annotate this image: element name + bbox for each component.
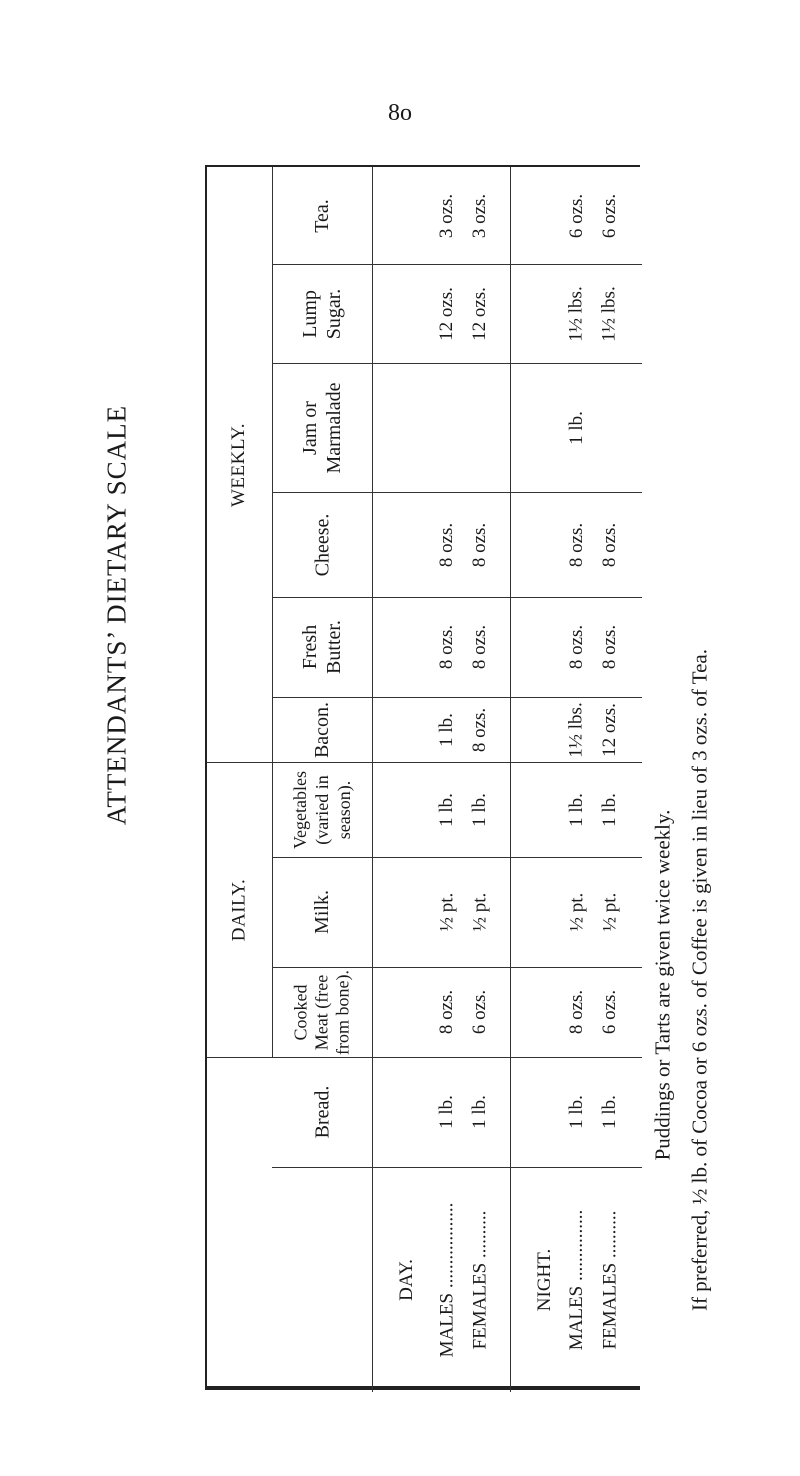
row-label-night-females: FEMALES .......... xyxy=(599,1210,621,1349)
day-males-cooked-meat: 8 ozs. xyxy=(436,989,458,1035)
night-males-milk: ½ pt. xyxy=(566,892,587,932)
night-females-milk: ½ pt. xyxy=(599,892,620,932)
night-males-bacon: 1½ lbs. xyxy=(566,701,587,758)
dietary-table xyxy=(205,165,640,1390)
day-females-bacon: 8 ozs. xyxy=(469,707,491,752)
night-females-cooked-meat: 6 ozs. xyxy=(599,989,621,1035)
day-females-cheese: 8 ozs. xyxy=(469,522,491,567)
night-females-cheese: 8 ozs. xyxy=(599,522,621,567)
day-females-bread: 1 lb. xyxy=(469,1095,490,1129)
night-males-vegetables: 1 lb. xyxy=(566,792,587,827)
divider-day-night xyxy=(510,167,511,1392)
header-bread-label: Bread. xyxy=(310,1085,333,1139)
header-lump-sugar-label: Lump Sugar. xyxy=(299,288,345,339)
day-males-vegetables: 1 lb. xyxy=(436,792,457,827)
header-lump-sugar xyxy=(272,264,372,363)
header-vegetables-label: Vegetables (varied in season). xyxy=(290,770,354,849)
header-milk-label: Milk. xyxy=(311,890,333,934)
day-females-cooked-meat: 6 ozs. xyxy=(469,989,491,1035)
night-females-vegetables: 1 lb. xyxy=(599,792,620,827)
header-tea xyxy=(272,167,372,264)
night-males-jam: 1 lb. xyxy=(566,410,587,445)
header-milk xyxy=(272,857,372,967)
row-label-night: NIGHT. xyxy=(534,1248,555,1311)
header-cooked-meat xyxy=(272,967,372,1057)
header-fresh-butter-label: Fresh Butter. xyxy=(299,620,345,674)
day-males-fresh-butter: 8 ozs. xyxy=(436,624,458,670)
row-label-night-males: MALES ............... xyxy=(566,1209,587,1350)
header-vegetables xyxy=(272,762,372,857)
night-females-fresh-butter: 8 ozs. xyxy=(599,624,621,670)
day-females-fresh-butter: 8 ozs. xyxy=(469,624,491,670)
row-label-day-males: MALES .................. xyxy=(436,1202,457,1357)
day-males-milk: ½ pt. xyxy=(436,892,457,932)
header-tea-label: Tea. xyxy=(310,198,333,233)
footnote-cocoa-coffee: If preferred, ½ lb. of Cocoa or 6 ozs. of Coffee is given in lieu of 3 ozs. of Tea. xyxy=(687,649,712,1311)
night-females-bacon: 12 ozs. xyxy=(599,702,621,757)
night-males-fresh-butter: 8 ozs. xyxy=(566,624,588,670)
divider-header xyxy=(372,167,373,1392)
header-jam-label: Jam or Marmalade xyxy=(299,381,345,474)
row-label-day-females: FEMALES .......... xyxy=(469,1210,491,1349)
group-weekly xyxy=(207,167,272,762)
day-males-cheese: 8 ozs. xyxy=(436,522,458,567)
day-males-tea: 3 ozs. xyxy=(436,193,458,238)
day-females-tea: 3 ozs. xyxy=(469,193,491,238)
night-males-cooked-meat: 8 ozs. xyxy=(566,989,588,1035)
day-males-bread: 1 lb. xyxy=(436,1095,457,1129)
day-females-milk: ½ pt. xyxy=(469,892,490,932)
night-females-lump-sugar: 1½ lbs. xyxy=(599,285,620,342)
night-males-tea: 6 ozs. xyxy=(566,193,588,238)
header-cooked-meat-label: Cooked Meat (free from bone). xyxy=(290,969,353,1055)
page-title: ATTENDANTS’ DIETARY SCALE xyxy=(101,404,132,826)
header-cheese-label: Cheese. xyxy=(310,513,333,576)
group-daily xyxy=(207,762,272,1057)
night-males-bread: 1 lb. xyxy=(566,1095,587,1129)
day-males-bacon: 1 lb. xyxy=(436,712,457,747)
day-males-lump-sugar: 12 ozs. xyxy=(436,286,458,341)
group-daily-label: DAILY. xyxy=(228,878,250,941)
day-females-vegetables: 1 lb. xyxy=(469,792,490,827)
night-females-tea: 6 ozs. xyxy=(599,193,621,238)
header-jam xyxy=(272,363,372,492)
night-females-bread: 1 lb. xyxy=(599,1095,620,1129)
footnote-puddings: Puddings or Tarts are given twice weekly. xyxy=(650,809,675,1161)
header-bacon-label: Bacon. xyxy=(311,701,333,758)
day-females-lump-sugar: 12 ozs. xyxy=(469,286,491,341)
night-males-lump-sugar: 1½ lbs. xyxy=(566,285,587,342)
header-fresh-butter xyxy=(272,597,372,697)
header-cheese xyxy=(272,492,372,597)
group-weekly-label: WEEKLY. xyxy=(228,422,250,507)
row-label-day: DAY. xyxy=(396,1258,418,1301)
header-bread xyxy=(272,1057,372,1167)
page-number: 8o xyxy=(388,100,412,126)
night-males-cheese: 8 ozs. xyxy=(566,522,588,567)
header-bacon xyxy=(272,697,372,762)
